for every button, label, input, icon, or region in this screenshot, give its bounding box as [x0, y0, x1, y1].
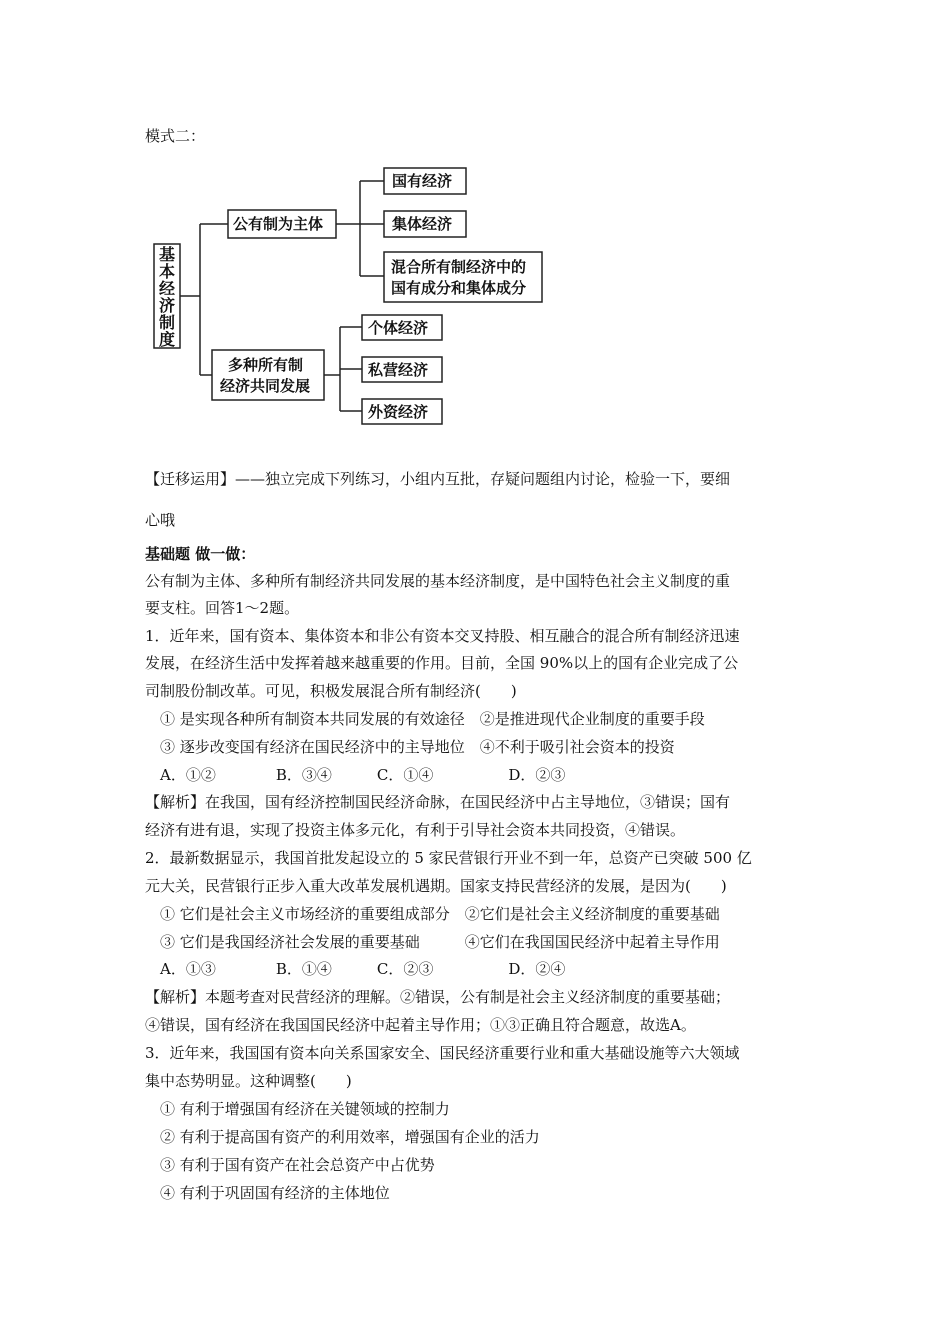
q2-line1: 2．最新数据显示，我国首批发起设立的 5 家民营银行开业不到一年，总资产已突破 500 亿 — [145, 849, 752, 867]
q1-line2: 发展，在经济生活中发挥着越来越重要的作用。目前，全国 90%以上的国有企业完成了公 — [145, 654, 739, 672]
stem-line1: 公有制为主体、多种所有制经济共同发展的基本经济制度，是中国特色社会主义制度的重 — [145, 572, 731, 590]
q3-line1: 3．近年来，我国国有资本向关系国家安全、国民经济重要行业和重大基础设施等六大领域 — [145, 1044, 740, 1062]
q3-line2: 集中态势明显。这种调整( ) — [145, 1072, 352, 1090]
root-label: 基本经济制度 — [158, 245, 175, 349]
q3-option-4: ④ 有利于巩固国有经济的主体地位 — [160, 1184, 390, 1202]
q1-options-line2: ③ 逐步改变国有经济在国民经济中的主导地位 ④不利于吸引社会资本的投资 — [160, 738, 675, 756]
q1-analysis-line1: 【解析】在我国，国有经济控制国民经济命脉，在国民经济中占主导地位，③错误；国有 — [145, 793, 731, 811]
practice-intro-line1: 【迁移运用】——独立完成下列练习，小组内互批，存疑问题组内讨论，检验一下，要细 — [145, 470, 731, 488]
q1-options-line1: ① 是实现各种所有制资本共同发展的有效途径 ②是推进现代企业制度的重要手段 — [160, 710, 705, 728]
node-guoyou-label: 国有经济 — [392, 172, 453, 190]
q2-options-line2: ③ 它们是我国经济社会发展的重要基础 ④它们在我国国民经济中起着主导作用 — [160, 933, 720, 951]
branch2-label-2: 经济共同发展 — [220, 377, 311, 395]
branch1-label: 公有制为主体 — [233, 215, 324, 233]
q1-analysis-line2: 经济有进有退，实现了投资主体多元化，有利于引导社会资本共同投资，④错误。 — [145, 821, 686, 839]
q3-option-2: ② 有利于提高国有资产的利用效率，增强国有企业的活力 — [160, 1128, 540, 1146]
node-jiti-label: 集体经济 — [392, 215, 453, 233]
node-waizi-label: 外资经济 — [368, 403, 429, 421]
practice-intro-line2: 心哦 — [145, 511, 176, 529]
q3-option-3: ③ 有利于国有资产在社会总资产中占优势 — [160, 1156, 435, 1174]
q1-line1: 1．近年来，国有资本、集体资本和非公有资本交叉持股、相互融合的混合所有制经济迅速 — [145, 627, 740, 645]
q2-analysis-line2: ④错误，国有经济在我国国民经济中起着主导作用；①③正确且符合题意，故选A。 — [145, 1016, 696, 1034]
q2-options-line1: ① 它们是社会主义市场经济的重要组成部分 ②它们是社会主义经济制度的重要基础 — [160, 905, 720, 923]
q2-line2: 元大关，民营银行正步入重大改革发展机遇期。国家支持民营经济的发展，是因为( ) — [145, 877, 727, 895]
node-geti-label: 个体经济 — [368, 319, 429, 337]
q1-line3: 司制股份制改革。可见，积极发展混合所有制经济( ) — [145, 682, 517, 700]
node-siying-label: 私营经济 — [368, 361, 429, 379]
stem-line2: 要支柱。回答1～2题。 — [145, 599, 300, 617]
section-title: 模式二： — [145, 127, 206, 145]
q1-choices: A．①② B．③④ C．①④ D．②③ — [160, 766, 566, 784]
branch2-label-1: 多种所有制 — [228, 356, 304, 374]
basic-title: 基础题 做一做： — [145, 545, 256, 563]
q3-option-1: ① 有利于增强国有经济在关键领域的控制力 — [160, 1100, 450, 1118]
q2-analysis-line1: 【解析】本题考查对民营经济的理解。②错误，公有制是社会主义经济制度的重要基础； — [145, 988, 731, 1006]
q2-choices: A．①③ B．①④ C．②③ D．②④ — [160, 960, 566, 978]
node-hunhe-label-1: 混合所有制经济中的 — [391, 258, 527, 276]
node-hunhe-label-2: 国有成分和集体成分 — [391, 279, 527, 297]
